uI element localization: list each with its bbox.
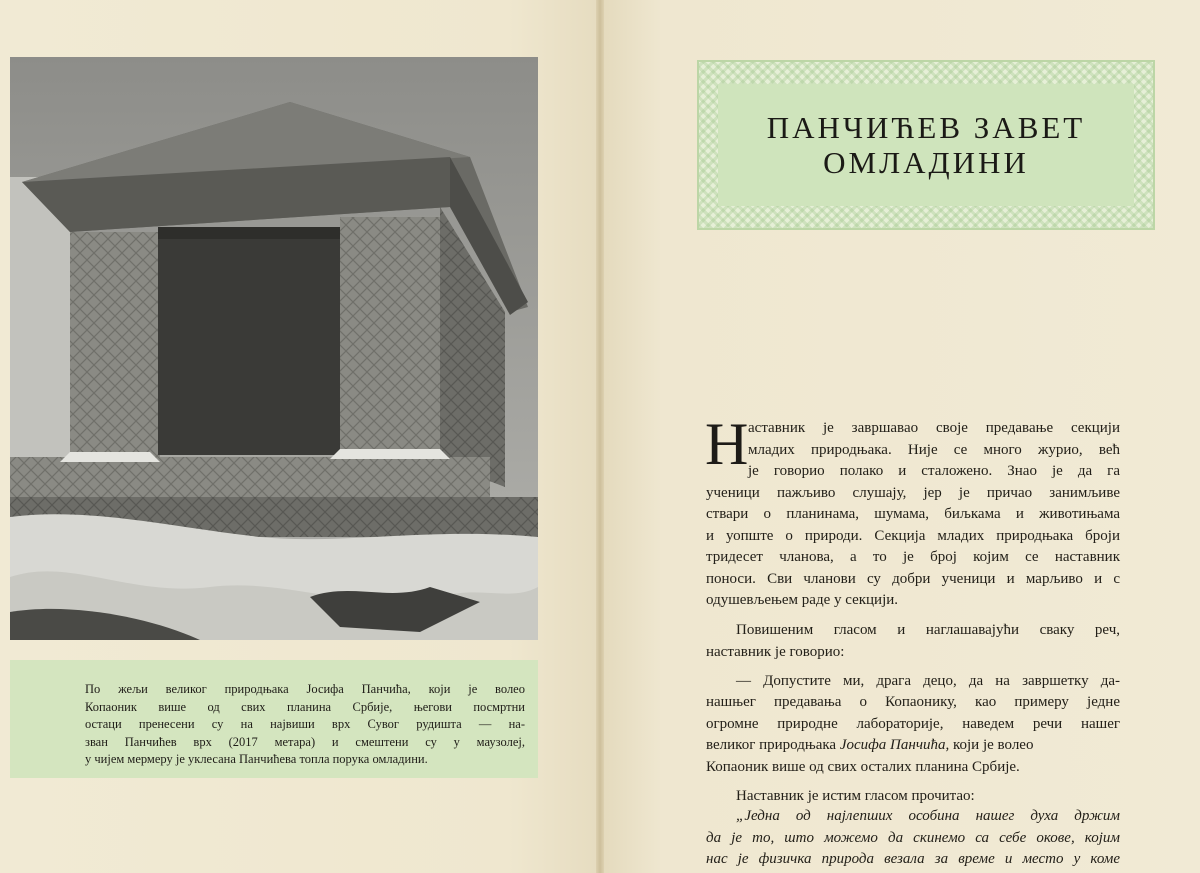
drop-cap: Н — [705, 411, 749, 477]
body-fragment: који је волео — [949, 737, 1034, 753]
caption-line: Копаоник више од свих планина Србије, његови посмртни — [85, 699, 525, 714]
chapter-title-line-2: ОМЛАДИНИ — [823, 145, 1029, 180]
body-line: Наставник је истим гласом прочитао: — [736, 788, 975, 804]
body-line: ствари о планинама, шумама, биљкама и животињама — [706, 506, 1120, 522]
body-line: огромне природне лабораторије, наведем речи нашег — [706, 716, 1120, 732]
body-line-quote: нас је физичка природа везала за време и место у коме — [706, 851, 1120, 867]
body-fragment-italic: Јосифа Панчића, — [839, 737, 950, 753]
body-line: је говорио полако и сталожено. Знао је да га — [748, 463, 1120, 479]
mausoleum-photo — [10, 57, 538, 640]
body-line: и уопште о природи. Секција младих природњака броји — [706, 528, 1120, 544]
photo-caption — [85, 681, 525, 769]
book-gutter — [596, 0, 604, 873]
body-line: ученици пажљиво слушају, јер је причао занимљиве — [706, 485, 1120, 501]
body-line: поноси. Сви чланови су добри ученици и марљиво и с — [706, 571, 1120, 587]
caption-line: По жељи великог природњака Јосифа Панчића, који је волео — [85, 682, 525, 696]
chapter-title-line-1: ПАНЧИЋЕВ ЗАВЕТ — [766, 110, 1086, 145]
body-line: наставник је говорио: — [706, 644, 845, 660]
body-line: Копаоник више од свих осталих планина Србије. — [706, 759, 1020, 775]
caption-line: зван Панчићев врх (2017 метара) и смештени су у маузолеј, — [85, 734, 525, 749]
body-line-mixed — [706, 735, 1120, 756]
body-line: аставник је завршавао своје предавање секцији — [748, 420, 1120, 436]
body-line-quote: „Једна од најлепших особина нашег духа држим — [736, 808, 1120, 824]
body-line: одушевљењем раде у секцији. — [706, 592, 899, 608]
body-line: Повишеним гласом и наглашавајући сваку реч, — [736, 622, 1120, 638]
body-line: — Допустите ми, драга децо, да на завршетку да- — [736, 673, 1120, 689]
caption-line: остаци пренесени су на највиши врх Сувог рудишта — на- — [85, 717, 525, 731]
body-line: нашњег предавања о Копаонику, као примеру једне — [706, 694, 1120, 710]
caption-line: у чијем мермеру је уклесана Панчићева топла порука омладини. — [85, 752, 428, 766]
body-line: младих природњака. Није се много журио, већ — [748, 442, 1120, 458]
body-line-quote: да је то, што можемо да скинемо са себе окове, којим — [706, 830, 1120, 846]
body-line: тридесет чланова, а то је број којим се наставник — [706, 549, 1120, 565]
mausoleum-illustration — [10, 57, 538, 640]
body-fragment: великог природњака — [706, 737, 840, 753]
